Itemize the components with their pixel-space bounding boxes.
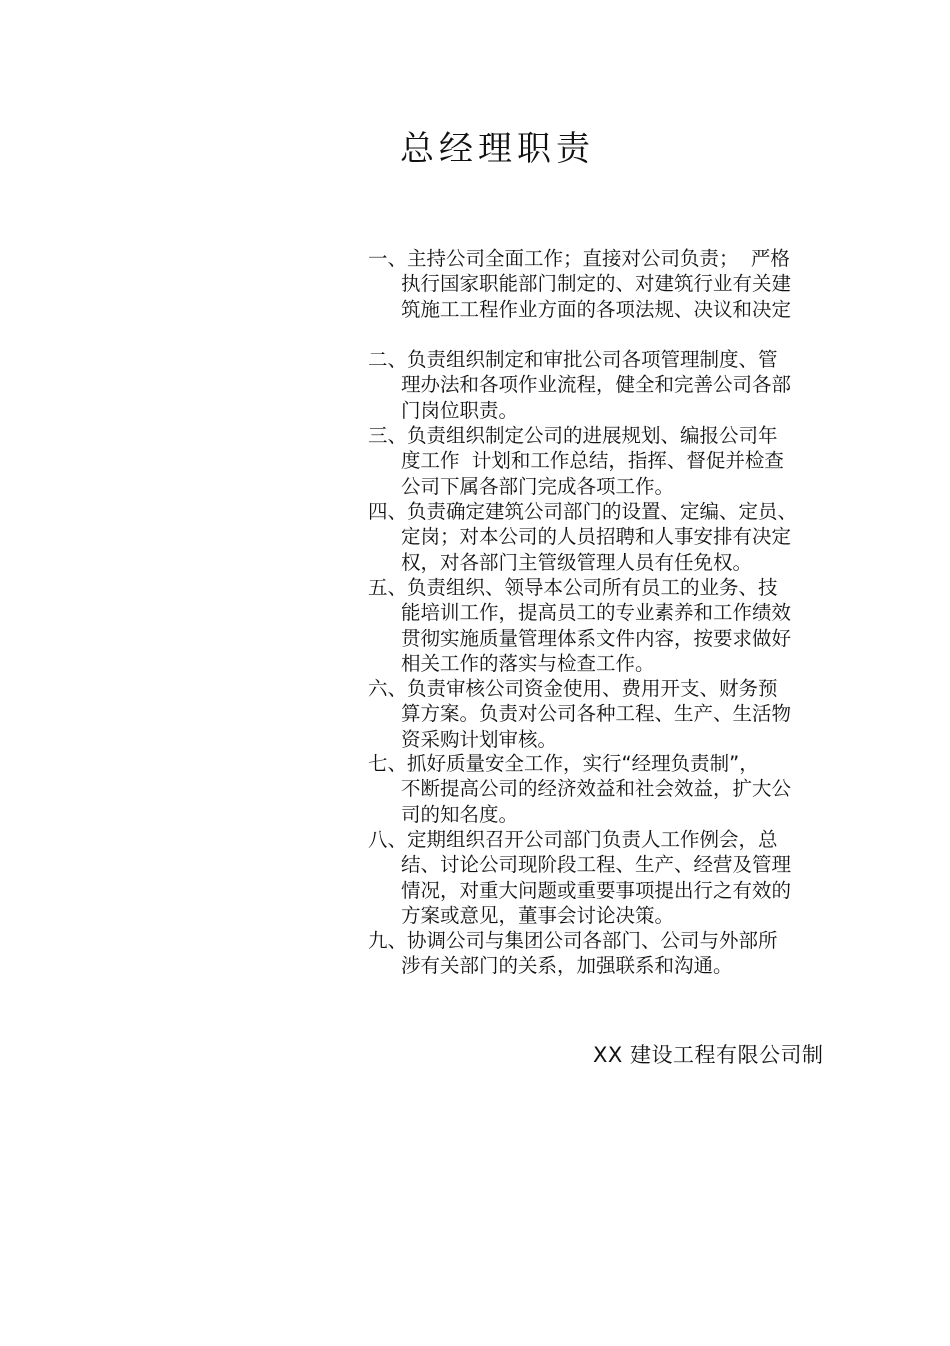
duty-item-9 [368,928,928,979]
company-signature: XX 建设工程有限公司制 [593,1043,824,1067]
duty-item-6 [368,676,928,752]
duty-line: 六、负责审核公司资金使用、费用开支、财务预 [368,677,778,700]
duty-line: 五、负责组织、领导本公司所有员工的业务、技 [368,576,778,599]
duty-line: 一、主持公司全面工作；直接对公司负责； 严格 [368,247,790,270]
duty-item-4 [368,499,928,575]
duty-line: 涉有关部门的关系，加强联系和沟通。 [401,954,733,978]
duty-line: 二、负责组织制定和审批公司各项管理制度、管 [368,348,778,371]
duty-line: 相关工作的落实与检查工作。 [401,651,655,675]
duty-item-8 [368,827,928,928]
duty-item-1 [368,246,928,322]
duty-line: 定岗；对本公司的人员招聘和人事安排有决定 [401,525,792,549]
duty-line: 度工作 计划和工作总结，指挥、督促并检查 [401,449,784,473]
duty-line: 资采购计划审核。 [401,727,558,751]
duty-line: 司的知名度。 [401,802,519,826]
duty-line: 情况，对重大问题或重要事项提出行之有效的 [401,878,792,902]
duty-line: 方案或意见，董事会讨论决策。 [401,903,675,927]
duty-line: 权，对各部门主管级管理人员有任免权。 [401,550,753,574]
duty-line: 三、负责组织制定公司的进展规划、编报公司年 [368,424,778,447]
duty-item-3 [368,423,928,499]
duty-line: 贯彻实施质量管理体系文件内容，按要求做好 [401,626,792,650]
duty-item-5 [368,575,928,676]
duty-item-2 [368,347,928,423]
page-title: 总经理职责 [400,129,595,169]
duty-line: 执行国家职能部门制定的、对建筑行业有关建 [401,272,792,296]
duty-line: 七、抓好质量安全工作，实行“经理负责制”， [368,752,759,775]
duty-item-7 [368,751,928,827]
duty-line: 结、讨论公司现阶段工程、生产、经营及管理 [401,853,792,877]
duty-line: 筑施工工程作业方面的各项法规、决议和决定 [401,297,792,321]
duty-line: 门岗位职责。 [401,398,519,422]
duty-line: 算方案。负责对公司各种工程、生产、生活物 [401,702,792,726]
duty-line: 不断提高公司的经济效益和社会效益，扩大公 [401,777,792,801]
duty-line: 理办法和各项作业流程，健全和完善公司各部 [401,373,792,397]
duty-line: 公司下属各部门完成各项工作。 [401,474,675,498]
duty-line: 八、定期组织召开公司部门负责人工作例会，总 [368,828,778,851]
duty-line: 能培训工作，提高员工的专业素养和工作绩效 [401,601,792,625]
duty-line: 四、负责确定建筑公司部门的设置、定编、定员、 [368,500,798,523]
duty-line: 九、协调公司与集团公司各部门、公司与外部所 [368,929,778,952]
